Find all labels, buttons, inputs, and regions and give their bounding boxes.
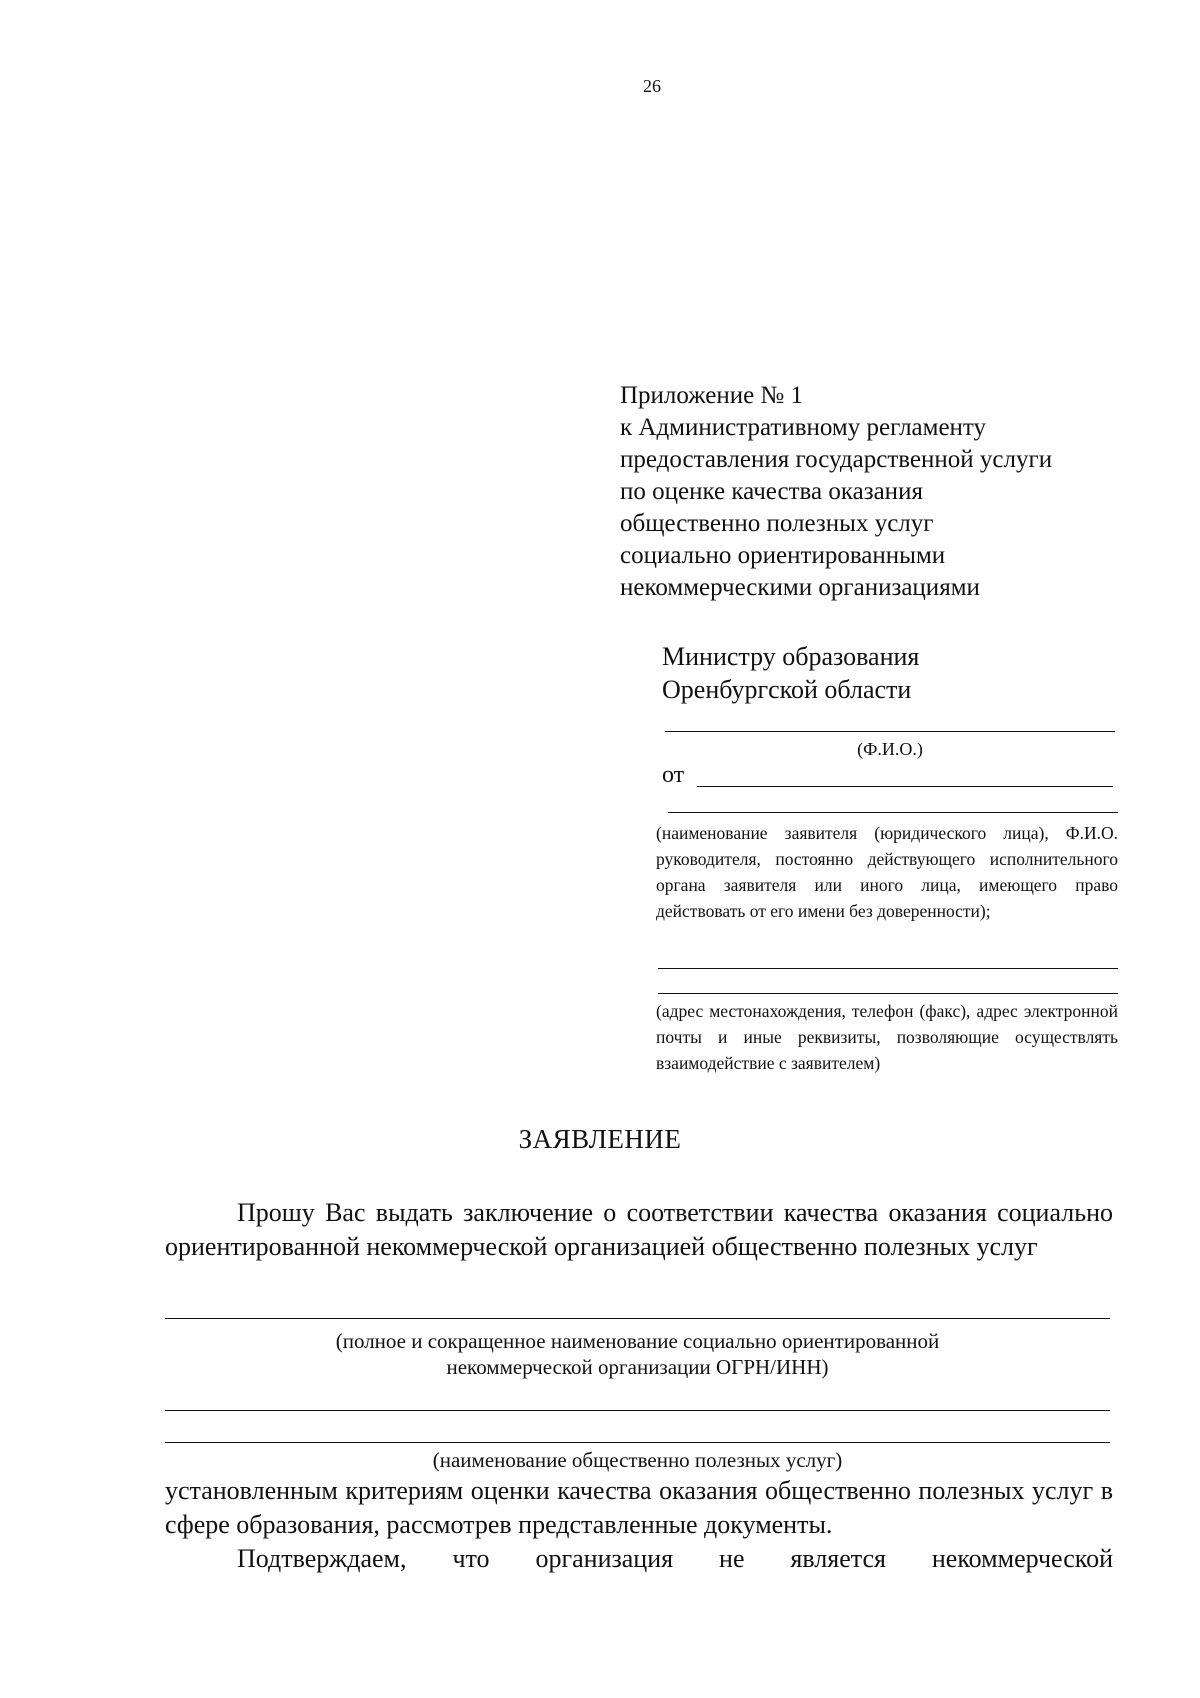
confirmation-word: является [790, 1544, 886, 1573]
addressee-block [662, 640, 1122, 706]
addressee-line: Оренбургской области [662, 675, 912, 704]
applicant-note: (наименование заявителя (юридического лица), Ф.И.О. руководителя, постоянно действующего исполнительного органа заявителя или иного лица, имеющего право действовать от его имени без доверенности); [656, 823, 1118, 921]
appendix-line: некоммерческими организациями [620, 574, 980, 601]
org-caption-line-1: (полное и сокращенное наименование социально ориентированной [335, 1329, 940, 1353]
confirmation-word: организация [535, 1544, 674, 1573]
address-blank-line-2[interactable] [658, 993, 1118, 994]
org-name-blank-line[interactable] [165, 1318, 1110, 1319]
confirmation-word: Подтверждаем, [237, 1544, 407, 1573]
confirmation-word: некоммерческой [931, 1544, 1113, 1573]
services-blank-line[interactable] [165, 1410, 1110, 1411]
request-paragraph-text: Прошу Вас выдать заключение о соответствии качества оказания социально ориентированной некоммерческой организацией общественно полезных услуг [165, 1198, 1113, 1261]
request-paragraph [165, 1196, 1113, 1264]
services-caption: (наименование общественно полезных услуг) [432, 1448, 843, 1472]
appendix-line: к Административному регламенту [620, 414, 987, 441]
from-label: от [662, 762, 685, 788]
addressee-line: Министру образования [662, 642, 920, 671]
confirmation-paragraph [165, 1542, 1113, 1576]
appendix-line: общественно полезных услуг [620, 510, 934, 537]
fio-caption: (Ф.И.О.) [857, 739, 923, 759]
appendix-line: предоставления государственной услуги [620, 446, 1053, 473]
appendix-line: Приложение № 1 [620, 382, 804, 409]
applicant-blank-line-2[interactable] [668, 812, 1118, 813]
fio-blank-line[interactable] [665, 731, 1115, 732]
criteria-paragraph: установленным критериям оценки качества оказания общественно полезных услуг в сфере образования, рассмотрев представленные документы. [165, 1476, 1113, 1539]
appendix-header [620, 380, 1140, 604]
statement-title: ЗАЯВЛЕНИЕ [518, 1124, 682, 1154]
applicant-blank-line[interactable] [697, 786, 1113, 787]
appendix-line: социально ориентированными [620, 542, 946, 569]
confirmation-word: что [452, 1544, 490, 1573]
page-number: 26 [643, 76, 661, 96]
appendix-line: по оценке качества оказания [620, 478, 923, 505]
address-note: (адрес местонахождения, телефон (факс), адрес электронной почты и иные реквизиты, позволяющие осуществлять взаимодействие с заявителем) [656, 1001, 1118, 1073]
services-blank-line-2[interactable] [165, 1442, 1110, 1443]
confirmation-word: не [719, 1544, 745, 1573]
address-blank-line[interactable] [658, 968, 1118, 969]
org-caption-line-2: некоммерческой организации ОГРН/ИНН) [446, 1355, 829, 1379]
